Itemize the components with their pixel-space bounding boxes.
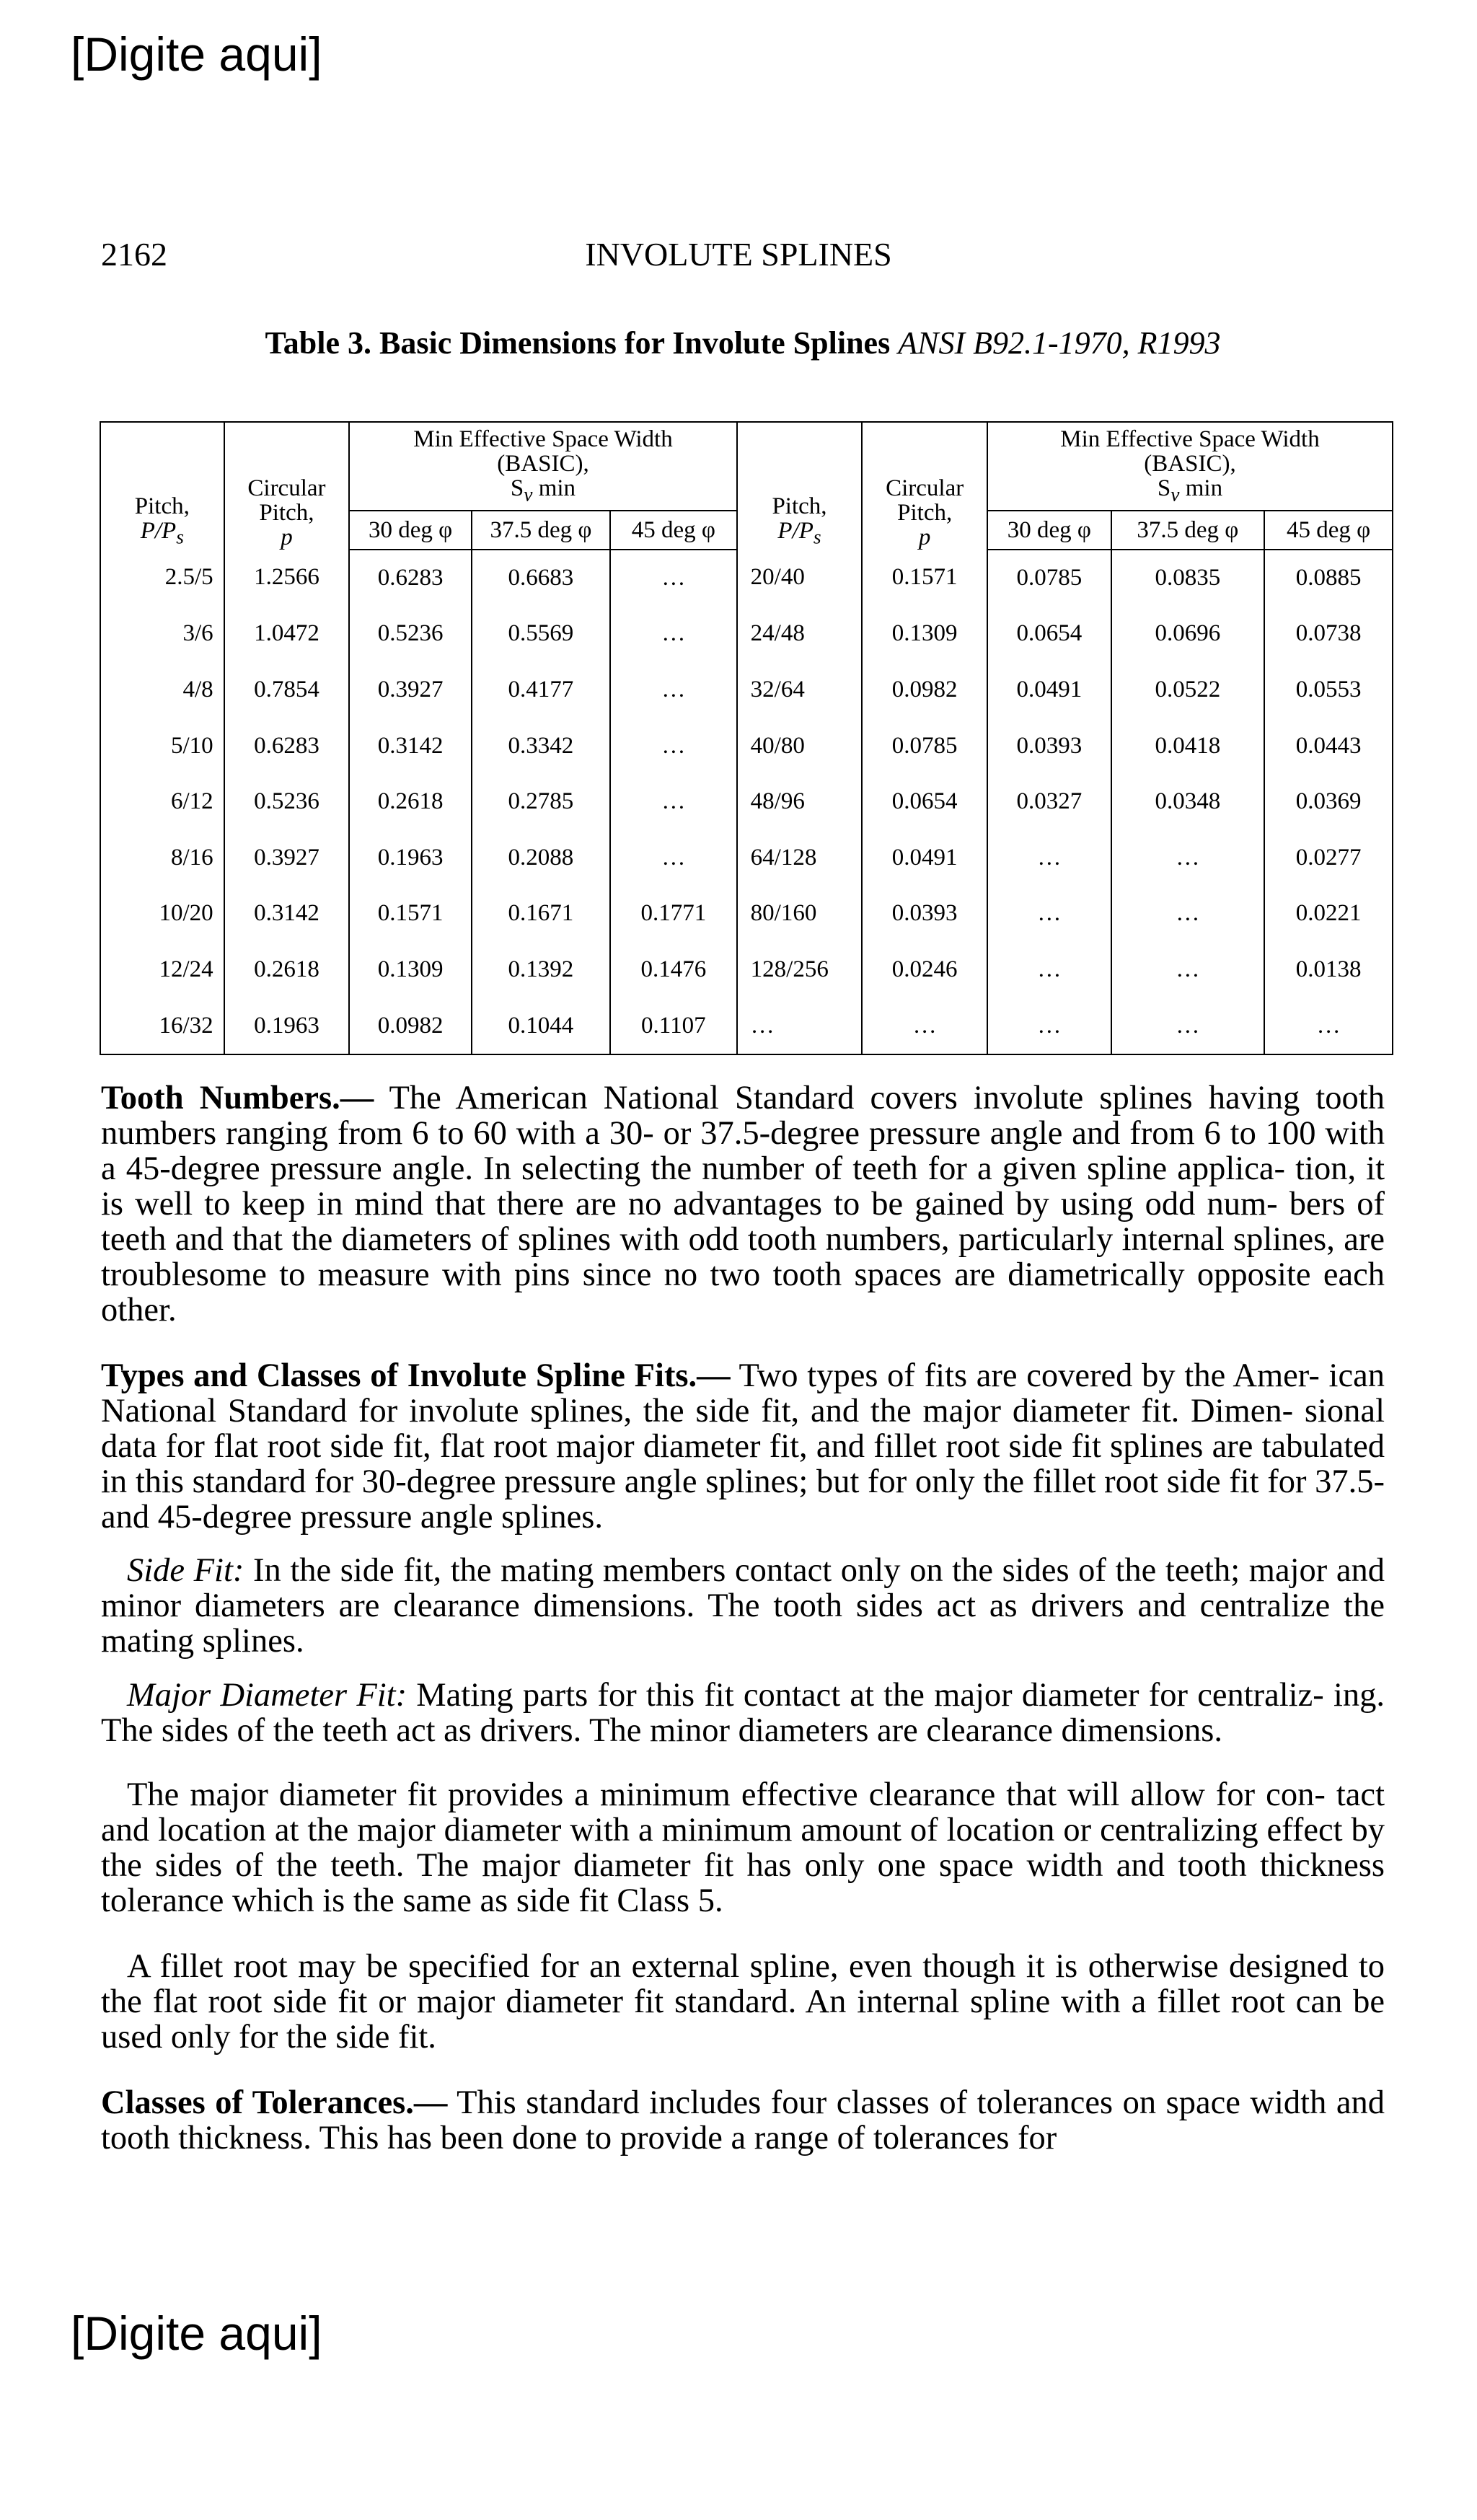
table-cell: … <box>1264 997 1393 1054</box>
table-cell: 0.1309 <box>349 942 472 998</box>
table-cell: 0.1671 <box>472 886 610 942</box>
classes-paragraph: Classes of Tolerances.— This standard includes four classes of tolerances on space width and tooth thickness. This has been done to provide a range of tolerances for <box>101 2084 1385 2156</box>
table-cell: 12/24 <box>100 942 224 998</box>
tooth-numbers-paragraph: Tooth Numbers.— The American National Standard covers involute splines having tooth numbers ranging from 6 to 60 with a 30- or 37.5-degree pressure angle and from 6 to 100 with a 45-degree pressure angle. In selecting the number of teeth for a given spline applica- tion, it is well to keep in mind that there are no advantages to be gained by using odd num- bers of teeth and that the diameters of splines with odd tooth numbers, particularly internal splines, are troublesome to measure with pins since no two tooth spaces are diametrically opposite each other. <box>101 1080 1385 1329</box>
table-cell: … <box>1111 830 1265 886</box>
header-45deg-2: 45 deg φ <box>1264 511 1393 550</box>
table-cell: 0.0553 <box>1264 662 1393 718</box>
table-cell: … <box>987 942 1111 998</box>
header-pitch-2: Pitch, $P/P_s$ <box>737 422 863 550</box>
table-cell: 0.2618 <box>349 774 472 830</box>
header-circular-pitch-2: Circular Pitch, p <box>862 422 987 550</box>
table-cell: 3/6 <box>100 606 224 662</box>
table-cell: 0.0885 <box>1264 550 1393 607</box>
table-row <box>100 774 1393 830</box>
header-45deg: 45 deg φ <box>610 511 737 550</box>
table-cell: 0.1571 <box>862 550 987 607</box>
table-cell: 80/160 <box>737 886 863 942</box>
table-cell: 0.0393 <box>862 886 987 942</box>
table-cell: 0.1044 <box>472 997 610 1054</box>
table-cell: 0.1771 <box>610 886 737 942</box>
header-37-5deg-2: 37.5 deg φ <box>1111 511 1265 550</box>
header-30deg: 30 deg φ <box>349 511 472 550</box>
table-cell: 0.0738 <box>1264 606 1393 662</box>
tooth-numbers-heading: Tooth Numbers.— <box>101 1080 374 1116</box>
types-heading: Types and Classes of Involute Spline Fits.— <box>101 1357 731 1394</box>
table-row <box>100 942 1393 998</box>
table-row <box>100 718 1393 774</box>
table-cell: 0.6283 <box>224 718 350 774</box>
table-cell: … <box>610 718 737 774</box>
table-cell: 1.2566 <box>224 550 350 607</box>
header-min-space-width: Min Effective Space Width (BASIC), $S_v$ min <box>349 422 736 511</box>
running-head: INVOLUTE SPLINES <box>585 236 892 273</box>
table-cell: 0.0369 <box>1264 774 1393 830</box>
table-cell: 0.1309 <box>862 606 987 662</box>
table-row <box>100 662 1393 718</box>
table-cell: 0.0785 <box>987 550 1111 607</box>
table-cell: 0.0418 <box>1111 718 1265 774</box>
table-cell: 40/80 <box>737 718 863 774</box>
table-cell: … <box>610 830 737 886</box>
table-row <box>100 550 1393 607</box>
side-fit-paragraph: Side Fit: In the side fit, the mating members contact only on the sides of the teeth; major and minor diameters are clearance dimensions. The tooth sides act as drivers and centralize the mating splines. <box>101 1552 1385 1660</box>
table-cell: 1.0472 <box>224 606 350 662</box>
table-cell: 0.0491 <box>862 830 987 886</box>
table-cell: 0.0277 <box>1264 830 1393 886</box>
table-cell: 0.3142 <box>224 886 350 942</box>
page-number: 2162 <box>101 236 167 273</box>
table-row <box>100 886 1393 942</box>
spline-dimensions-table <box>100 421 1393 1055</box>
table-cell: 4/8 <box>100 662 224 718</box>
header-pitch: Pitch, $P/P_s$ <box>100 422 224 550</box>
major-fit-paragraph: Major Diameter Fit: Mating parts for this fit contact at the major diameter for centraliz- ing. The sides of the teeth act as drivers. The minor diameters are clearance dimensions. <box>101 1677 1385 1749</box>
table-cell: 0.4177 <box>472 662 610 718</box>
table-cell: 0.1571 <box>349 886 472 942</box>
table-cell: 0.5236 <box>349 606 472 662</box>
major-fit-heading: Major Diameter Fit: <box>127 1677 407 1714</box>
table-cell: 64/128 <box>737 830 863 886</box>
table-cell: 0.0522 <box>1111 662 1265 718</box>
header-30deg-2: 30 deg φ <box>987 511 1111 550</box>
table-cell: 0.6283 <box>349 550 472 607</box>
table-cell: … <box>862 997 987 1054</box>
table-cell: 0.0696 <box>1111 606 1265 662</box>
body-text <box>101 1080 1385 2156</box>
header-37-5deg: 37.5 deg φ <box>472 511 610 550</box>
table-cell: 128/256 <box>737 942 863 998</box>
table-cell: … <box>610 662 737 718</box>
table-cell: 20/40 <box>737 550 863 607</box>
table-row <box>100 997 1393 1054</box>
table-cell: … <box>1111 886 1265 942</box>
table-cell: 24/48 <box>737 606 863 662</box>
table-cell: 0.1963 <box>349 830 472 886</box>
table-cell: 6/12 <box>100 774 224 830</box>
table-cell: 0.1392 <box>472 942 610 998</box>
table-cell: 0.7854 <box>224 662 350 718</box>
table-cell: 0.1476 <box>610 942 737 998</box>
table-cell: 0.0654 <box>987 606 1111 662</box>
table-row <box>100 606 1393 662</box>
table-cell: 0.0327 <box>987 774 1111 830</box>
table-cell: 0.6683 <box>472 550 610 607</box>
table-title-standard: ANSI B92.1-1970, R1993 <box>898 325 1221 361</box>
table-cell: 0.1107 <box>610 997 737 1054</box>
side-fit-heading: Side Fit: <box>127 1552 244 1589</box>
table-cell: 0.0443 <box>1264 718 1393 774</box>
table-cell: 0.5236 <box>224 774 350 830</box>
table-cell: … <box>987 830 1111 886</box>
fillet-root-paragraph: A fillet root may be specified for an external spline, even though it is otherwise designed to the flat root side fit or major diameter fit standard. An internal spline with a fillet root can be used only for the side fit. <box>101 1948 1385 2056</box>
table-cell: 0.0491 <box>987 662 1111 718</box>
table-cell: … <box>610 606 737 662</box>
table-cell: 0.0835 <box>1111 550 1265 607</box>
table-cell: 0.0246 <box>862 942 987 998</box>
footer-placeholder: [Digite aqui] <box>71 2307 322 2360</box>
table-cell: 0.0221 <box>1264 886 1393 942</box>
table-cell: 10/20 <box>100 886 224 942</box>
table-cell: 0.3927 <box>349 662 472 718</box>
table-cell: … <box>737 997 863 1054</box>
table-cell: 16/32 <box>100 997 224 1054</box>
table-cell: 8/16 <box>100 830 224 886</box>
table-cell: 0.0982 <box>349 997 472 1054</box>
table-cell: 32/64 <box>737 662 863 718</box>
table-cell: 2.5/5 <box>100 550 224 607</box>
header-circular-pitch: Circular Pitch, p <box>224 422 350 550</box>
table-cell: 0.2088 <box>472 830 610 886</box>
table-cell: 0.3927 <box>224 830 350 886</box>
table-cell: 0.0654 <box>862 774 987 830</box>
table-cell: … <box>987 886 1111 942</box>
table-cell: 0.0393 <box>987 718 1111 774</box>
table-cell: 0.5569 <box>472 606 610 662</box>
major-fit-paragraph-2: The major diameter fit provides a minimum effective clearance that will allow for con- tact and location at the major diameter with a minimum amount of location or centralizing effect by the sides of the teeth. The major diameter fit has only one space width and tooth thickness tolerance which is the same as side fit Class 5. <box>101 1776 1385 1919</box>
table-cell: 0.1963 <box>224 997 350 1054</box>
types-paragraph: Types and Classes of Involute Spline Fits.— Two types of fits are covered by the Amer- ican National Standard for involute splines, the side fit, and the major diameter fit. Dimen- sional data for flat root side fit, flat root major diameter fit, and fillet root side fit splines are tabulated in this standard for 30-degree pressure angle splines; but for only the fillet root side fit for 37.5- and 45-degree pressure angle splines. <box>101 1357 1385 1536</box>
table-title <box>231 323 1255 364</box>
table-cell: … <box>1111 942 1265 998</box>
table-cell: 0.3342 <box>472 718 610 774</box>
table-title-main: Table 3. Basic Dimensions for Involute Splines <box>265 325 891 361</box>
table-row <box>100 830 1393 886</box>
table-body <box>100 550 1393 1054</box>
table-cell: 0.2785 <box>472 774 610 830</box>
table-cell: 0.3142 <box>349 718 472 774</box>
header-placeholder: [Digite aqui] <box>71 27 322 81</box>
table-cell: … <box>1111 997 1265 1054</box>
header-min-space-width-2: Min Effective Space Width (BASIC), $S_v$ min <box>987 422 1393 511</box>
table-cell: 0.2618 <box>224 942 350 998</box>
table-cell: … <box>610 774 737 830</box>
table-cell: 48/96 <box>737 774 863 830</box>
classes-heading: Classes of Tolerances.— <box>101 2084 448 2121</box>
table-cell: 0.0982 <box>862 662 987 718</box>
table-cell: … <box>610 550 737 607</box>
table-cell: … <box>987 997 1111 1054</box>
table-cell: 0.0348 <box>1111 774 1265 830</box>
table-cell: 0.0785 <box>862 718 987 774</box>
table-cell: 5/10 <box>100 718 224 774</box>
table-cell: 0.0138 <box>1264 942 1393 998</box>
